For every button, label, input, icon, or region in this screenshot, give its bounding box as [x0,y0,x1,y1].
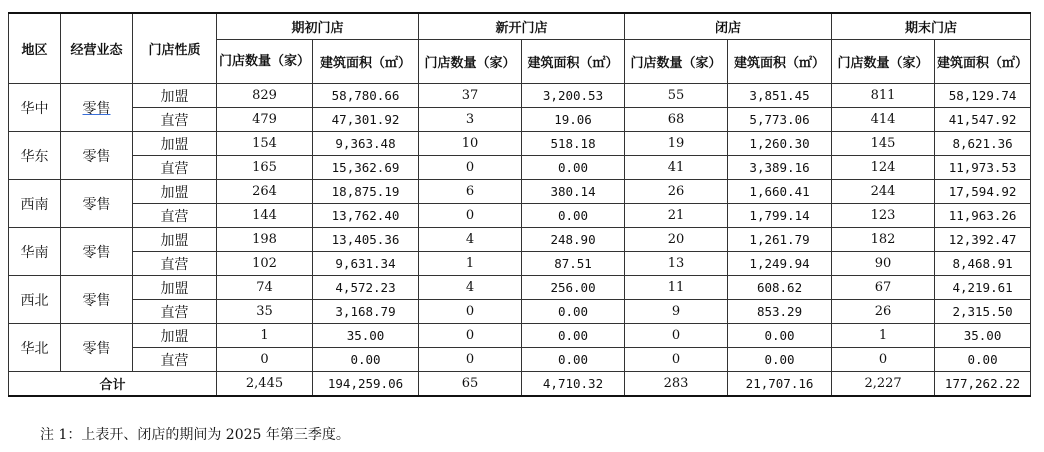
end-area-cell: 58,129.74 [935,84,1031,108]
table-row [9,132,1031,156]
end-count-cell: 1 [832,324,935,348]
end-count-cell: 811 [832,84,935,108]
new-count-cell: 4 [419,228,522,252]
header-group-end: 期末门店 [832,13,1031,40]
begin-count-cell: 35 [217,300,313,324]
end-area-cell: 35.00 [935,324,1031,348]
store-type-cell: 直营 [133,348,217,372]
business-label: 零售 [82,100,111,117]
store-type-cell: 加盟 [133,180,217,204]
business-label: 零售 [82,148,111,165]
store-type-cell: 直营 [133,204,217,228]
begin-area-cell: 4,572.23 [313,276,419,300]
new-count-cell: 4 [419,276,522,300]
closed-count-cell: 0 [625,324,728,348]
table-row [9,108,1031,132]
closed-area-cell: 3,389.16 [728,156,832,180]
total-closed-area-cell: 21,707.16 [728,372,832,397]
end-area-cell: 8,468.91 [935,252,1031,276]
new-area-cell: 0.00 [522,156,625,180]
begin-count-cell: 74 [217,276,313,300]
new-count-cell: 37 [419,84,522,108]
store-type-cell: 直营 [133,156,217,180]
business-cell [61,180,133,228]
table-row [9,252,1031,276]
new-area-cell: 380.14 [522,180,625,204]
closed-area-cell: 608.62 [728,276,832,300]
table-row [9,276,1031,300]
new-count-cell: 6 [419,180,522,204]
end-count-cell: 414 [832,108,935,132]
end-area-cell: 8,621.36 [935,132,1031,156]
closed-count-cell: 55 [625,84,728,108]
closed-count-cell: 0 [625,348,728,372]
closed-area-cell: 1,261.79 [728,228,832,252]
region-cell: 西北 [9,276,61,324]
begin-area-cell: 15,362.69 [313,156,419,180]
end-count-cell: 124 [832,156,935,180]
store-type-cell: 加盟 [133,324,217,348]
end-count-cell: 67 [832,276,935,300]
table-row [9,180,1031,204]
header-business: 经营业态 [61,13,133,84]
total-label: 合计 [9,372,217,397]
closed-count-cell: 9 [625,300,728,324]
begin-count-cell: 264 [217,180,313,204]
new-area-cell: 0.00 [522,348,625,372]
new-count-cell: 0 [419,348,522,372]
closed-area-cell: 3,851.45 [728,84,832,108]
total-row [9,372,1031,397]
business-label: 零售 [82,196,111,213]
business-cell [61,84,133,132]
end-area-cell: 11,963.26 [935,204,1031,228]
begin-area-cell: 18,875.19 [313,180,419,204]
begin-count-cell: 102 [217,252,313,276]
header-begin-area: 建筑面积（㎡） [313,40,419,84]
store-type-cell: 加盟 [133,228,217,252]
end-count-cell: 26 [832,300,935,324]
end-area-cell: 41,547.92 [935,108,1031,132]
new-area-cell: 19.06 [522,108,625,132]
header-begin-count: 门店数量（家） [217,40,313,84]
new-area-cell: 518.18 [522,132,625,156]
header-end-area: 建筑面积（㎡） [935,40,1031,84]
begin-area-cell: 13,762.40 [313,204,419,228]
table-row [9,84,1031,108]
begin-area-cell: 58,780.66 [313,84,419,108]
table-row [9,300,1031,324]
closed-area-cell: 1,799.14 [728,204,832,228]
total-begin-area-cell: 194,259.06 [313,372,419,397]
table-row [9,204,1031,228]
end-count-cell: 0 [832,348,935,372]
new-area-cell: 248.90 [522,228,625,252]
closed-count-cell: 20 [625,228,728,252]
begin-area-cell: 13,405.36 [313,228,419,252]
store-type-cell: 加盟 [133,132,217,156]
end-area-cell: 0.00 [935,348,1031,372]
new-area-cell: 87.51 [522,252,625,276]
table-row [9,348,1031,372]
begin-count-cell: 479 [217,108,313,132]
store-type-cell: 直营 [133,300,217,324]
end-count-cell: 123 [832,204,935,228]
begin-area-cell: 47,301.92 [313,108,419,132]
header-group-begin: 期初门店 [217,13,419,40]
store-type-cell: 加盟 [133,276,217,300]
end-count-cell: 244 [832,180,935,204]
business-label: 零售 [82,340,111,357]
begin-count-cell: 198 [217,228,313,252]
new-count-cell: 1 [419,252,522,276]
begin-area-cell: 3,168.79 [313,300,419,324]
closed-area-cell: 853.29 [728,300,832,324]
closed-count-cell: 13 [625,252,728,276]
new-count-cell: 0 [419,156,522,180]
closed-area-cell: 0.00 [728,324,832,348]
business-cell [61,276,133,324]
begin-count-cell: 829 [217,84,313,108]
header-new-area: 建筑面积（㎡） [522,40,625,84]
region-cell: 华中 [9,84,61,132]
business-cell [61,228,133,276]
end-area-cell: 2,315.50 [935,300,1031,324]
header-region: 地区 [9,13,61,84]
header-closed-count: 门店数量（家） [625,40,728,84]
region-cell: 华北 [9,324,61,372]
store-type-cell: 加盟 [133,84,217,108]
begin-area-cell: 0.00 [313,348,419,372]
store-type-cell: 直营 [133,252,217,276]
end-count-cell: 145 [832,132,935,156]
total-closed-count-cell: 283 [625,372,728,397]
total-end-count-cell: 2,227 [832,372,935,397]
closed-area-cell: 1,249.94 [728,252,832,276]
closed-area-cell: 0.00 [728,348,832,372]
end-area-cell: 4,219.61 [935,276,1031,300]
end-area-cell: 12,392.47 [935,228,1031,252]
closed-count-cell: 19 [625,132,728,156]
closed-count-cell: 41 [625,156,728,180]
begin-count-cell: 154 [217,132,313,156]
new-area-cell: 0.00 [522,324,625,348]
begin-count-cell: 165 [217,156,313,180]
business-cell [61,132,133,180]
begin-count-cell: 1 [217,324,313,348]
table-row [9,324,1031,348]
store-type-cell: 直营 [133,108,217,132]
footnote: 注 1：上表开、闭店的期间为 2025 年第三季度。 [40,427,350,443]
closed-area-cell: 5,773.06 [728,108,832,132]
total-new-count-cell: 65 [419,372,522,397]
business-label: 零售 [82,244,111,261]
total-end-area-cell: 177,262.22 [935,372,1031,397]
header-store-type: 门店性质 [133,13,217,84]
closed-count-cell: 21 [625,204,728,228]
region-cell: 西南 [9,180,61,228]
header-new-count: 门店数量（家） [419,40,522,84]
header-closed-area: 建筑面积（㎡） [728,40,832,84]
business-cell [61,324,133,372]
region-cell: 华南 [9,228,61,276]
closed-count-cell: 11 [625,276,728,300]
new-area-cell: 0.00 [522,300,625,324]
header-end-count: 门店数量（家） [832,40,935,84]
closed-count-cell: 26 [625,180,728,204]
total-begin-count-cell: 2,445 [217,372,313,397]
new-count-cell: 0 [419,204,522,228]
new-count-cell: 3 [419,108,522,132]
end-area-cell: 17,594.92 [935,180,1031,204]
store-summary-table [8,12,1031,397]
begin-area-cell: 9,363.48 [313,132,419,156]
begin-area-cell: 9,631.34 [313,252,419,276]
total-new-area-cell: 4,710.32 [522,372,625,397]
begin-count-cell: 144 [217,204,313,228]
closed-area-cell: 1,260.30 [728,132,832,156]
header-group-new: 新开门店 [419,13,625,40]
new-area-cell: 0.00 [522,204,625,228]
begin-area-cell: 35.00 [313,324,419,348]
region-cell: 华东 [9,132,61,180]
closed-area-cell: 1,660.41 [728,180,832,204]
new-count-cell: 0 [419,300,522,324]
table-row [9,156,1031,180]
end-count-cell: 182 [832,228,935,252]
new-area-cell: 256.00 [522,276,625,300]
new-area-cell: 3,200.53 [522,84,625,108]
closed-count-cell: 68 [625,108,728,132]
table-row [9,228,1031,252]
business-label: 零售 [82,292,111,309]
new-count-cell: 10 [419,132,522,156]
begin-count-cell: 0 [217,348,313,372]
end-area-cell: 11,973.53 [935,156,1031,180]
table-body [9,84,1031,397]
new-count-cell: 0 [419,324,522,348]
end-count-cell: 90 [832,252,935,276]
header-group-closed: 闭店 [625,13,832,40]
